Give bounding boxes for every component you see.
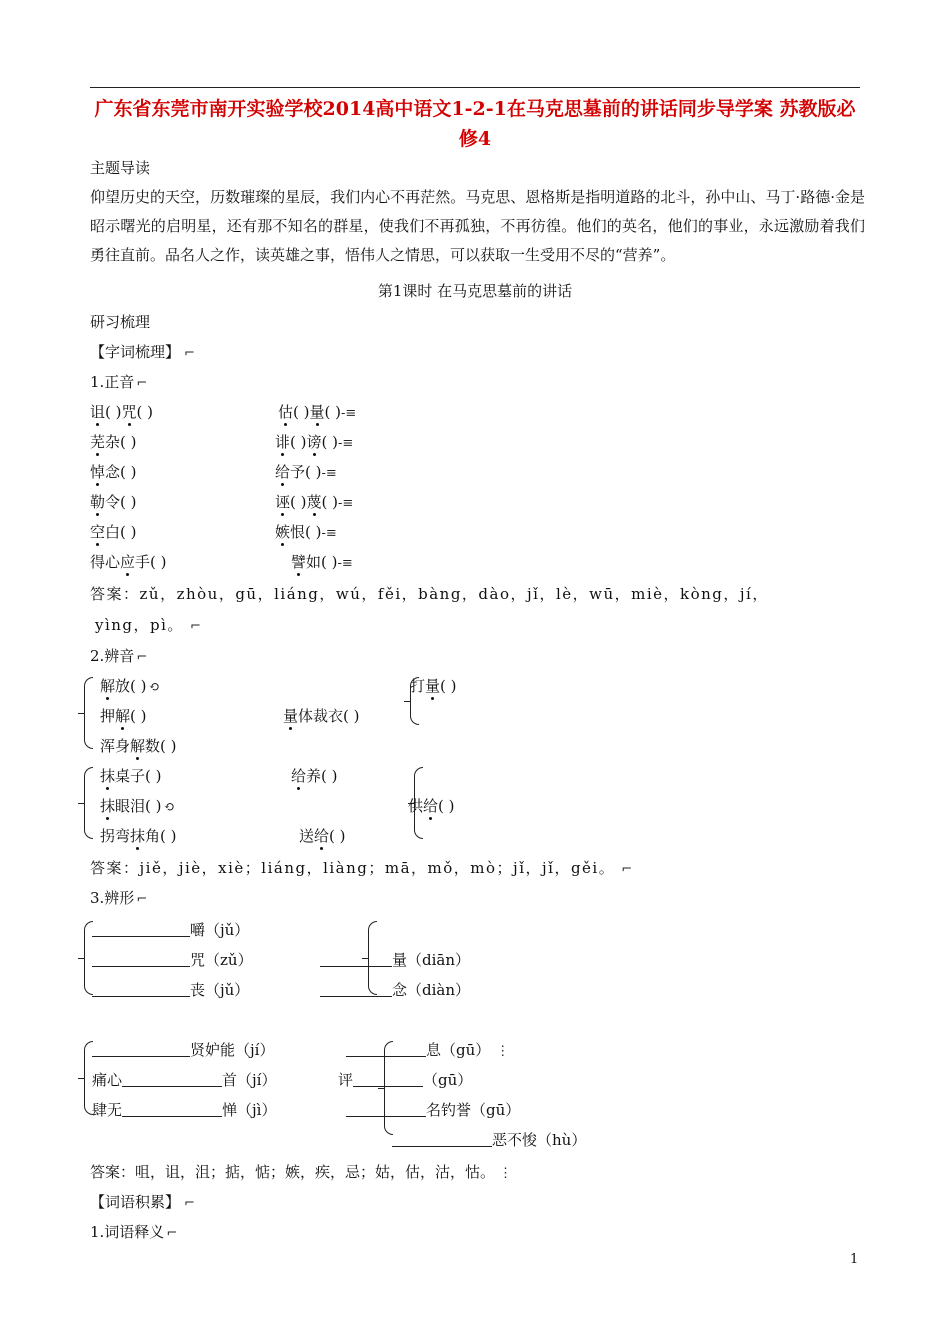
section-vocab-label: 【词语积累】 xyxy=(90,1193,181,1211)
form-item xyxy=(346,1100,520,1120)
form-char: 念（diàn） xyxy=(392,981,471,999)
brace-left xyxy=(84,767,93,839)
form-prefix: 肆无 xyxy=(92,1101,123,1119)
pron-item: 得心应手( ) xyxy=(90,553,167,571)
pron-item: 譬如( )-≡ xyxy=(291,553,353,571)
section-distinguish-pron xyxy=(90,646,148,666)
form-item xyxy=(338,1070,472,1090)
page-number: 1 xyxy=(850,1252,859,1267)
section-correct-pron xyxy=(90,372,148,392)
form-item xyxy=(92,1070,276,1090)
pron-group-item: 抹桌子( ) xyxy=(100,767,162,785)
pron-item: 悼念( ) xyxy=(90,463,137,481)
pron-item: 空白( ) xyxy=(90,523,137,541)
section-distinguish-form xyxy=(90,888,148,908)
answer-1-line-1 xyxy=(90,584,769,604)
brace-left xyxy=(84,677,93,749)
section-distinguish-form-label: 3.辨形 xyxy=(90,889,135,907)
document-title: 广东省东莞市南开实验学校2014高中语文1-2-1在马克思墓前的讲话同步导学案 苏教版必修4 xyxy=(94,98,856,150)
form-item xyxy=(392,1130,586,1150)
pron-group-item: 抹眼泪( ) ⟲ xyxy=(100,797,175,815)
return-mark-icon: ⌐ xyxy=(189,619,203,634)
pilcrow-mark-icon: -≡ xyxy=(321,466,337,481)
section-word-sort xyxy=(90,342,195,362)
form-char: 名钓誉（gū） xyxy=(426,1101,521,1119)
form-item xyxy=(92,950,253,970)
pilcrow-mark-icon: -≡ xyxy=(338,436,354,451)
colon-mark-icon: ⋮ xyxy=(496,1044,510,1059)
form-item xyxy=(92,1040,274,1060)
form-prefix: 痛心 xyxy=(92,1071,123,1089)
form-item xyxy=(320,980,470,1000)
pron-group-item: 供给( ) xyxy=(408,797,455,815)
pilcrow-mark-icon: -≡ xyxy=(338,496,354,511)
answer-2 xyxy=(90,858,634,878)
pron-item: 勒令( ) xyxy=(90,493,137,511)
answer-1-line-2 xyxy=(95,615,203,635)
pron-group-item: 量体裁衣( ) xyxy=(283,707,360,725)
pron-group-item: 浑身解数( ) xyxy=(100,737,177,755)
return-mark-icon: ⌐ xyxy=(621,862,634,877)
pron-group-item: 押解( ) xyxy=(100,707,147,725)
lesson-title: 第1课时 在马克思墓前的讲话 xyxy=(377,282,573,300)
form-char: 息（gū） xyxy=(426,1041,491,1059)
scroll-mark-icon: ⟲ xyxy=(148,680,160,695)
pron-group-item: 送给( ) xyxy=(299,827,346,845)
section-vocab xyxy=(90,1192,195,1212)
answer-3 xyxy=(90,1162,513,1182)
pron-item: 诽( )谤( )-≡ xyxy=(275,433,354,451)
pron-item: 估( )量( )-≡ xyxy=(278,403,357,421)
section-correct-pron-label: 1.正音 xyxy=(90,373,135,391)
form-item xyxy=(320,950,470,970)
header-rule xyxy=(90,87,860,88)
pilcrow-mark-icon: -≡ xyxy=(341,406,357,421)
form-char: 贤妒能（jí） xyxy=(190,1041,275,1059)
form-char: （gū） xyxy=(423,1071,473,1089)
intro-heading: 主题导读 xyxy=(90,159,151,177)
pron-item: 诅( )咒( ) xyxy=(90,403,153,421)
pron-group-item: 打量( ) xyxy=(410,677,457,695)
form-char: 量（diān） xyxy=(392,951,471,969)
return-mark-icon: ⌐ xyxy=(136,376,148,391)
answer-text: 答案：jiě，jiè，xiè；liáng，liàng；mā，mǒ，mò；jǐ，jǐ，gěi。 xyxy=(90,859,616,877)
pron-group-item: 给养( ) xyxy=(291,767,338,785)
answer-text: 答案：咀，诅，沮；掂，惦；嫉，疾，忌；姑，估，沽，怙。 xyxy=(90,1163,496,1181)
form-item xyxy=(346,1040,510,1060)
pilcrow-mark-icon: -≡ xyxy=(321,526,337,541)
pron-item: 给予( )-≡ xyxy=(275,463,337,481)
answer-text: yìng，pì。 xyxy=(95,616,184,634)
form-char: 嚼（jǔ） xyxy=(190,921,250,939)
return-mark-icon: ⌐ xyxy=(166,1226,178,1241)
return-mark-icon: ⌐ xyxy=(136,892,148,907)
form-char: 丧（jǔ） xyxy=(190,981,250,999)
intro-paragraph: 仰望历史的天空，历数璀璨的星辰，我们内心不再茫然。马克思、恩格斯是指明道路的北斗，孙中山、马丁·路德·金是昭示曙光的启明星，还有那不知名的群星，使我们不再孤独，不再彷徨。他们的英名，他们的事业，永远激励着我们勇往直前。品名人之作，读英雄之事，悟伟人之情思，可以获取一生受用不尽的“营养”。 xyxy=(90,188,865,264)
pron-item: 嫉恨( )-≡ xyxy=(275,523,337,541)
section-word-sort-label: 【字词梳理】 xyxy=(90,343,181,361)
form-prefix: 评 xyxy=(338,1071,354,1089)
form-char: 咒（zǔ） xyxy=(190,951,253,969)
scroll-mark-icon: ⟲ xyxy=(163,800,175,815)
colon-mark-icon: ⋮ xyxy=(499,1166,513,1181)
return-mark-icon: ⌐ xyxy=(184,1196,195,1211)
pron-item: 芜杂( ) xyxy=(90,433,137,451)
form-item xyxy=(92,980,249,1000)
answer-text: zǔ，zhòu，gū，liáng，wú，fěi，bàng，dào，jǐ，lè，wū，miè，kòng，jí， xyxy=(139,585,769,603)
pron-group-item: 解放( ) ⟲ xyxy=(100,677,160,695)
form-item xyxy=(92,920,249,940)
section-study: 研习梳理 xyxy=(90,313,151,331)
form-char: 恶不悛（hù） xyxy=(492,1131,587,1149)
answer-label: 答案： xyxy=(90,585,140,603)
form-char: 惮（jì） xyxy=(222,1101,277,1119)
return-mark-icon: ⌐ xyxy=(184,346,195,361)
section-vocab-1-label: 1.词语释义 xyxy=(90,1223,165,1241)
pron-item: 诬( )蔑( )-≡ xyxy=(275,493,354,511)
form-char: 首（jí） xyxy=(222,1071,277,1089)
section-vocab-1 xyxy=(90,1222,178,1242)
return-mark-icon: ⌐ xyxy=(136,650,148,665)
form-item xyxy=(92,1100,276,1120)
section-distinguish-pron-label: 2.辨音 xyxy=(90,647,135,665)
pron-group-item: 拐弯抹角( ) xyxy=(100,827,177,845)
pilcrow-mark-icon: -≡ xyxy=(337,556,353,571)
